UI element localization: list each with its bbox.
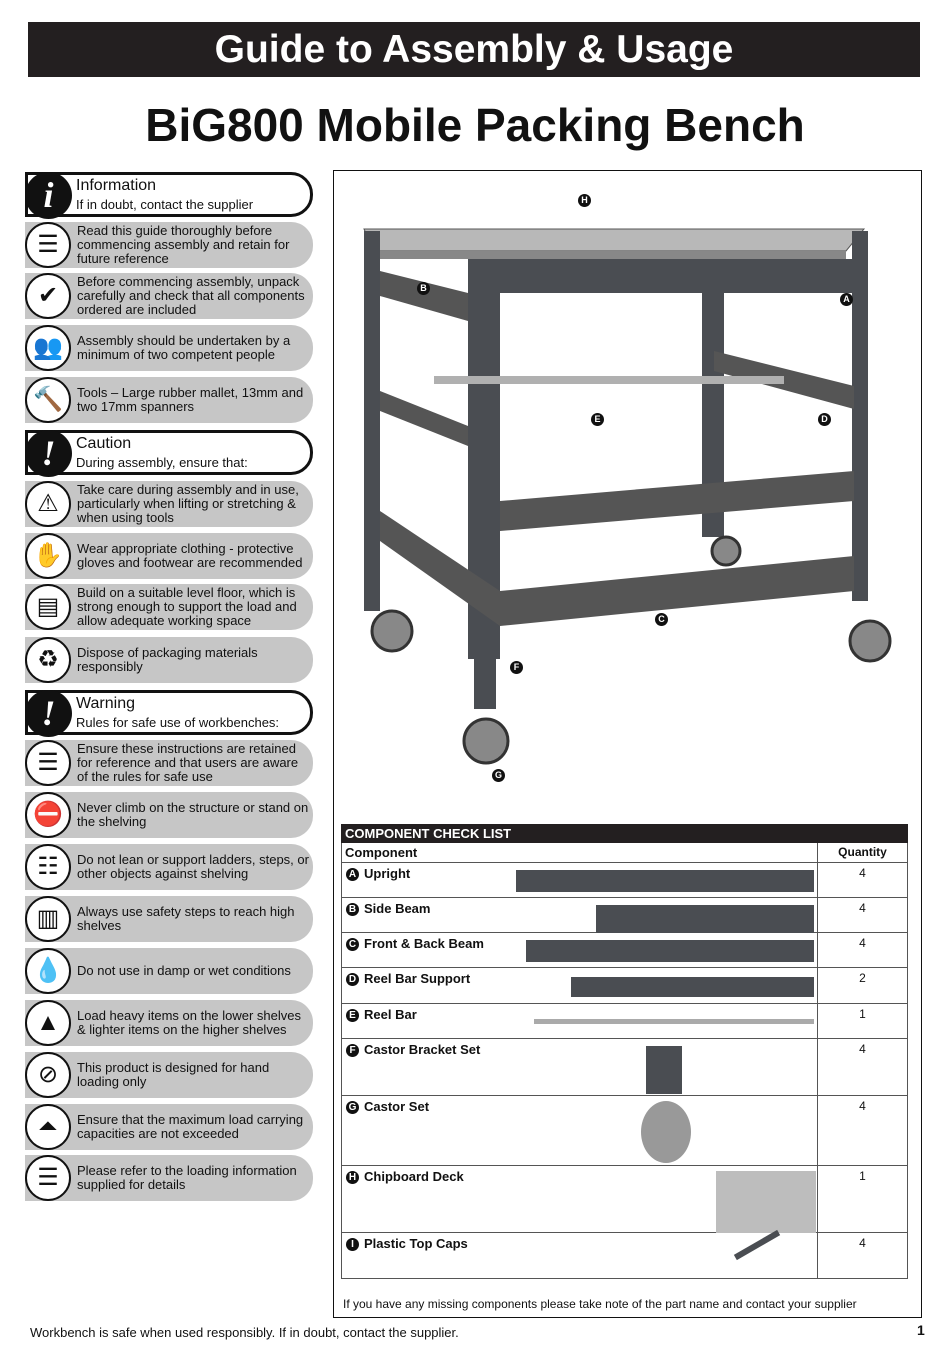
warning-item — [25, 1000, 313, 1046]
information-header — [25, 172, 313, 217]
caution-subheading: During assembly, ensure that: — [76, 455, 248, 470]
max-load-icon: ⏶ — [25, 1104, 71, 1150]
component-letter: A — [346, 868, 359, 881]
page-number: 1 — [917, 1322, 925, 1338]
warning-item — [25, 1155, 313, 1201]
caution-item-text: Take care during assembly and in use, particularly when lifting or stretching & when using tools — [77, 482, 299, 525]
component-name: Side Beam — [364, 901, 431, 916]
component-name: Reel Bar — [364, 1007, 417, 1022]
banner-title: Guide to Assembly & Usage — [28, 22, 920, 77]
warning-item-text: Never climb on the structure or stand on the shelving — [77, 800, 309, 829]
warning-item — [25, 1052, 313, 1098]
information-item — [25, 377, 313, 423]
checkmark-icon: ✔ — [25, 273, 71, 319]
caution-heading: Caution — [76, 435, 132, 452]
checklist-row — [342, 1039, 908, 1096]
level-floor-icon: ▤ — [25, 584, 71, 630]
warning-item — [25, 896, 313, 942]
warning-item — [25, 844, 313, 890]
component-letter: I — [346, 1238, 359, 1251]
information-item — [25, 222, 313, 268]
two-people-icon: 👥 — [25, 325, 71, 371]
warning-subheading: Rules for safe use of workbenches: — [76, 715, 280, 730]
column-header-component: Component — [342, 843, 818, 863]
component-name: Upright — [364, 866, 411, 881]
caution-header — [25, 430, 313, 475]
component-name: Chipboard Deck — [364, 1169, 464, 1184]
no-forklift-icon: ⊘ — [25, 1052, 71, 1098]
warning-item — [25, 792, 313, 838]
warning-item-text: Ensure these instructions are retained for reference and that users are aware of the rules for safe use — [77, 741, 299, 784]
caution-item — [25, 533, 313, 579]
information-item-text: Before commencing assembly, unpack carefully and check that all components ordered are included — [77, 274, 305, 317]
information-item-text: Read this guide thoroughly before commencing assembly and retain for future reference — [77, 223, 290, 266]
component-quantity: 1 — [818, 1166, 908, 1233]
warning-item-text: Do not lean or support ladders, steps, or other objects against shelving — [77, 852, 309, 881]
component-name: Castor Set — [364, 1099, 430, 1114]
component-quantity: 4 — [818, 1096, 908, 1166]
document-icon: ☰ — [25, 222, 71, 268]
information-subheading: If in doubt, contact the supplier — [76, 197, 254, 212]
component-quantity: 4 — [818, 1233, 908, 1279]
safety-steps-icon: ▥ — [25, 896, 71, 942]
checklist-row — [342, 1166, 908, 1233]
warning-item-text: This product is designed for hand loading only — [77, 1060, 270, 1089]
recycle-icon: ♻ — [25, 637, 71, 683]
component-name: Plastic Top Caps — [364, 1236, 468, 1251]
warning-item — [25, 948, 313, 994]
document-icon: ☰ — [25, 740, 71, 786]
warning-item-text: Ensure that the maximum load carrying capacities are not exceeded — [77, 1112, 304, 1141]
component-name: Castor Bracket Set — [364, 1042, 481, 1057]
warning-item-text: Do not use in damp or wet conditions — [77, 963, 291, 978]
component-check-list — [341, 824, 908, 1279]
warning-icon: ! — [25, 690, 72, 737]
component-quantity: 4 — [818, 898, 908, 933]
checklist-row — [342, 1233, 908, 1279]
mallet-icon: 🔨 — [25, 377, 71, 423]
gloves-icon: ✋ — [25, 533, 71, 579]
component-letter: B — [346, 903, 359, 916]
component-letter: C — [346, 938, 359, 951]
information-item-text: Tools – Large rubber mallet, 13mm and two 17mm spanners — [77, 385, 304, 414]
component-letter: D — [346, 973, 359, 986]
checklist-row — [342, 933, 908, 968]
component-letter: H — [346, 1171, 359, 1184]
checklist-row — [342, 1096, 908, 1166]
component-quantity: 2 — [818, 968, 908, 1004]
warning-item — [25, 740, 313, 786]
caution-item-text: Dispose of packaging materials responsibly — [77, 645, 258, 674]
diagram-label-b: B — [417, 282, 430, 295]
component-quantity: 4 — [818, 1039, 908, 1096]
warning-item — [25, 1104, 313, 1150]
diagram-label-a: A — [840, 293, 853, 306]
warning-item-text: Always use safety steps to reach high shelves — [77, 904, 295, 933]
component-letter: E — [346, 1009, 359, 1022]
information-heading: Information — [76, 177, 157, 194]
caution-item — [25, 481, 313, 527]
caution-item — [25, 637, 313, 683]
component-letter: F — [346, 1044, 359, 1057]
component-quantity: 1 — [818, 1004, 908, 1039]
caution-item-text: Build on a suitable level floor, which is strong enough to support the load and allow adequate working space — [77, 585, 297, 628]
ladder-icon: ☷ — [25, 844, 71, 890]
no-climb-icon: ⛔ — [25, 792, 71, 838]
information-item — [25, 273, 313, 319]
missing-components-note: If you have any missing components please take note of the part name and contact your supplier — [343, 1297, 857, 1311]
warning-item-text: Load heavy items on the lower shelves & lighter items on the higher shelves — [77, 1008, 302, 1037]
component-quantity: 4 — [818, 933, 908, 968]
checklist-row — [342, 863, 908, 898]
checklist-row — [342, 898, 908, 933]
diagram-label-c: C — [655, 613, 668, 626]
information-item — [25, 325, 313, 371]
information-item-text: Assembly should be undertaken by a minimum of two competent people — [77, 333, 291, 362]
diagram-label-e: E — [591, 413, 604, 426]
information-icon: i — [25, 172, 72, 219]
caution-item — [25, 584, 313, 630]
caution-item-text: Wear appropriate clothing - protective gloves and footwear are recommended — [77, 541, 303, 570]
document-icon: ☰ — [25, 1155, 71, 1201]
bench-illustration — [334, 171, 920, 821]
water-drops-icon: 💧 — [25, 948, 71, 994]
lifting-icon: ⚠ — [25, 481, 71, 527]
footer-text: Workbench is safe when used responsibly. If in doubt, contact the supplier. — [30, 1325, 459, 1340]
diagram-label-g: G — [492, 769, 505, 782]
diagram-label-d: D — [818, 413, 831, 426]
checklist-row — [342, 968, 908, 1004]
checklist-row — [342, 1004, 908, 1039]
checklist-title: COMPONENT CHECK LIST — [342, 825, 908, 843]
component-name: Reel Bar Support — [364, 971, 471, 986]
column-header-quantity: Quantity — [818, 843, 908, 863]
load-weight-icon: ▲ — [25, 1000, 71, 1046]
page-title: BiG800 Mobile Packing Bench — [145, 99, 805, 151]
component-letter: G — [346, 1101, 359, 1114]
component-name: Front & Back Beam — [364, 936, 484, 951]
warning-item-text: Please refer to the loading information supplied for details — [77, 1163, 297, 1192]
diagram-label-f: F — [510, 661, 523, 674]
warning-heading: Warning — [76, 695, 135, 712]
diagram-label-h: H — [578, 194, 591, 207]
caution-icon: ! — [25, 430, 72, 477]
warning-header — [25, 690, 313, 735]
component-quantity: 4 — [818, 863, 908, 898]
